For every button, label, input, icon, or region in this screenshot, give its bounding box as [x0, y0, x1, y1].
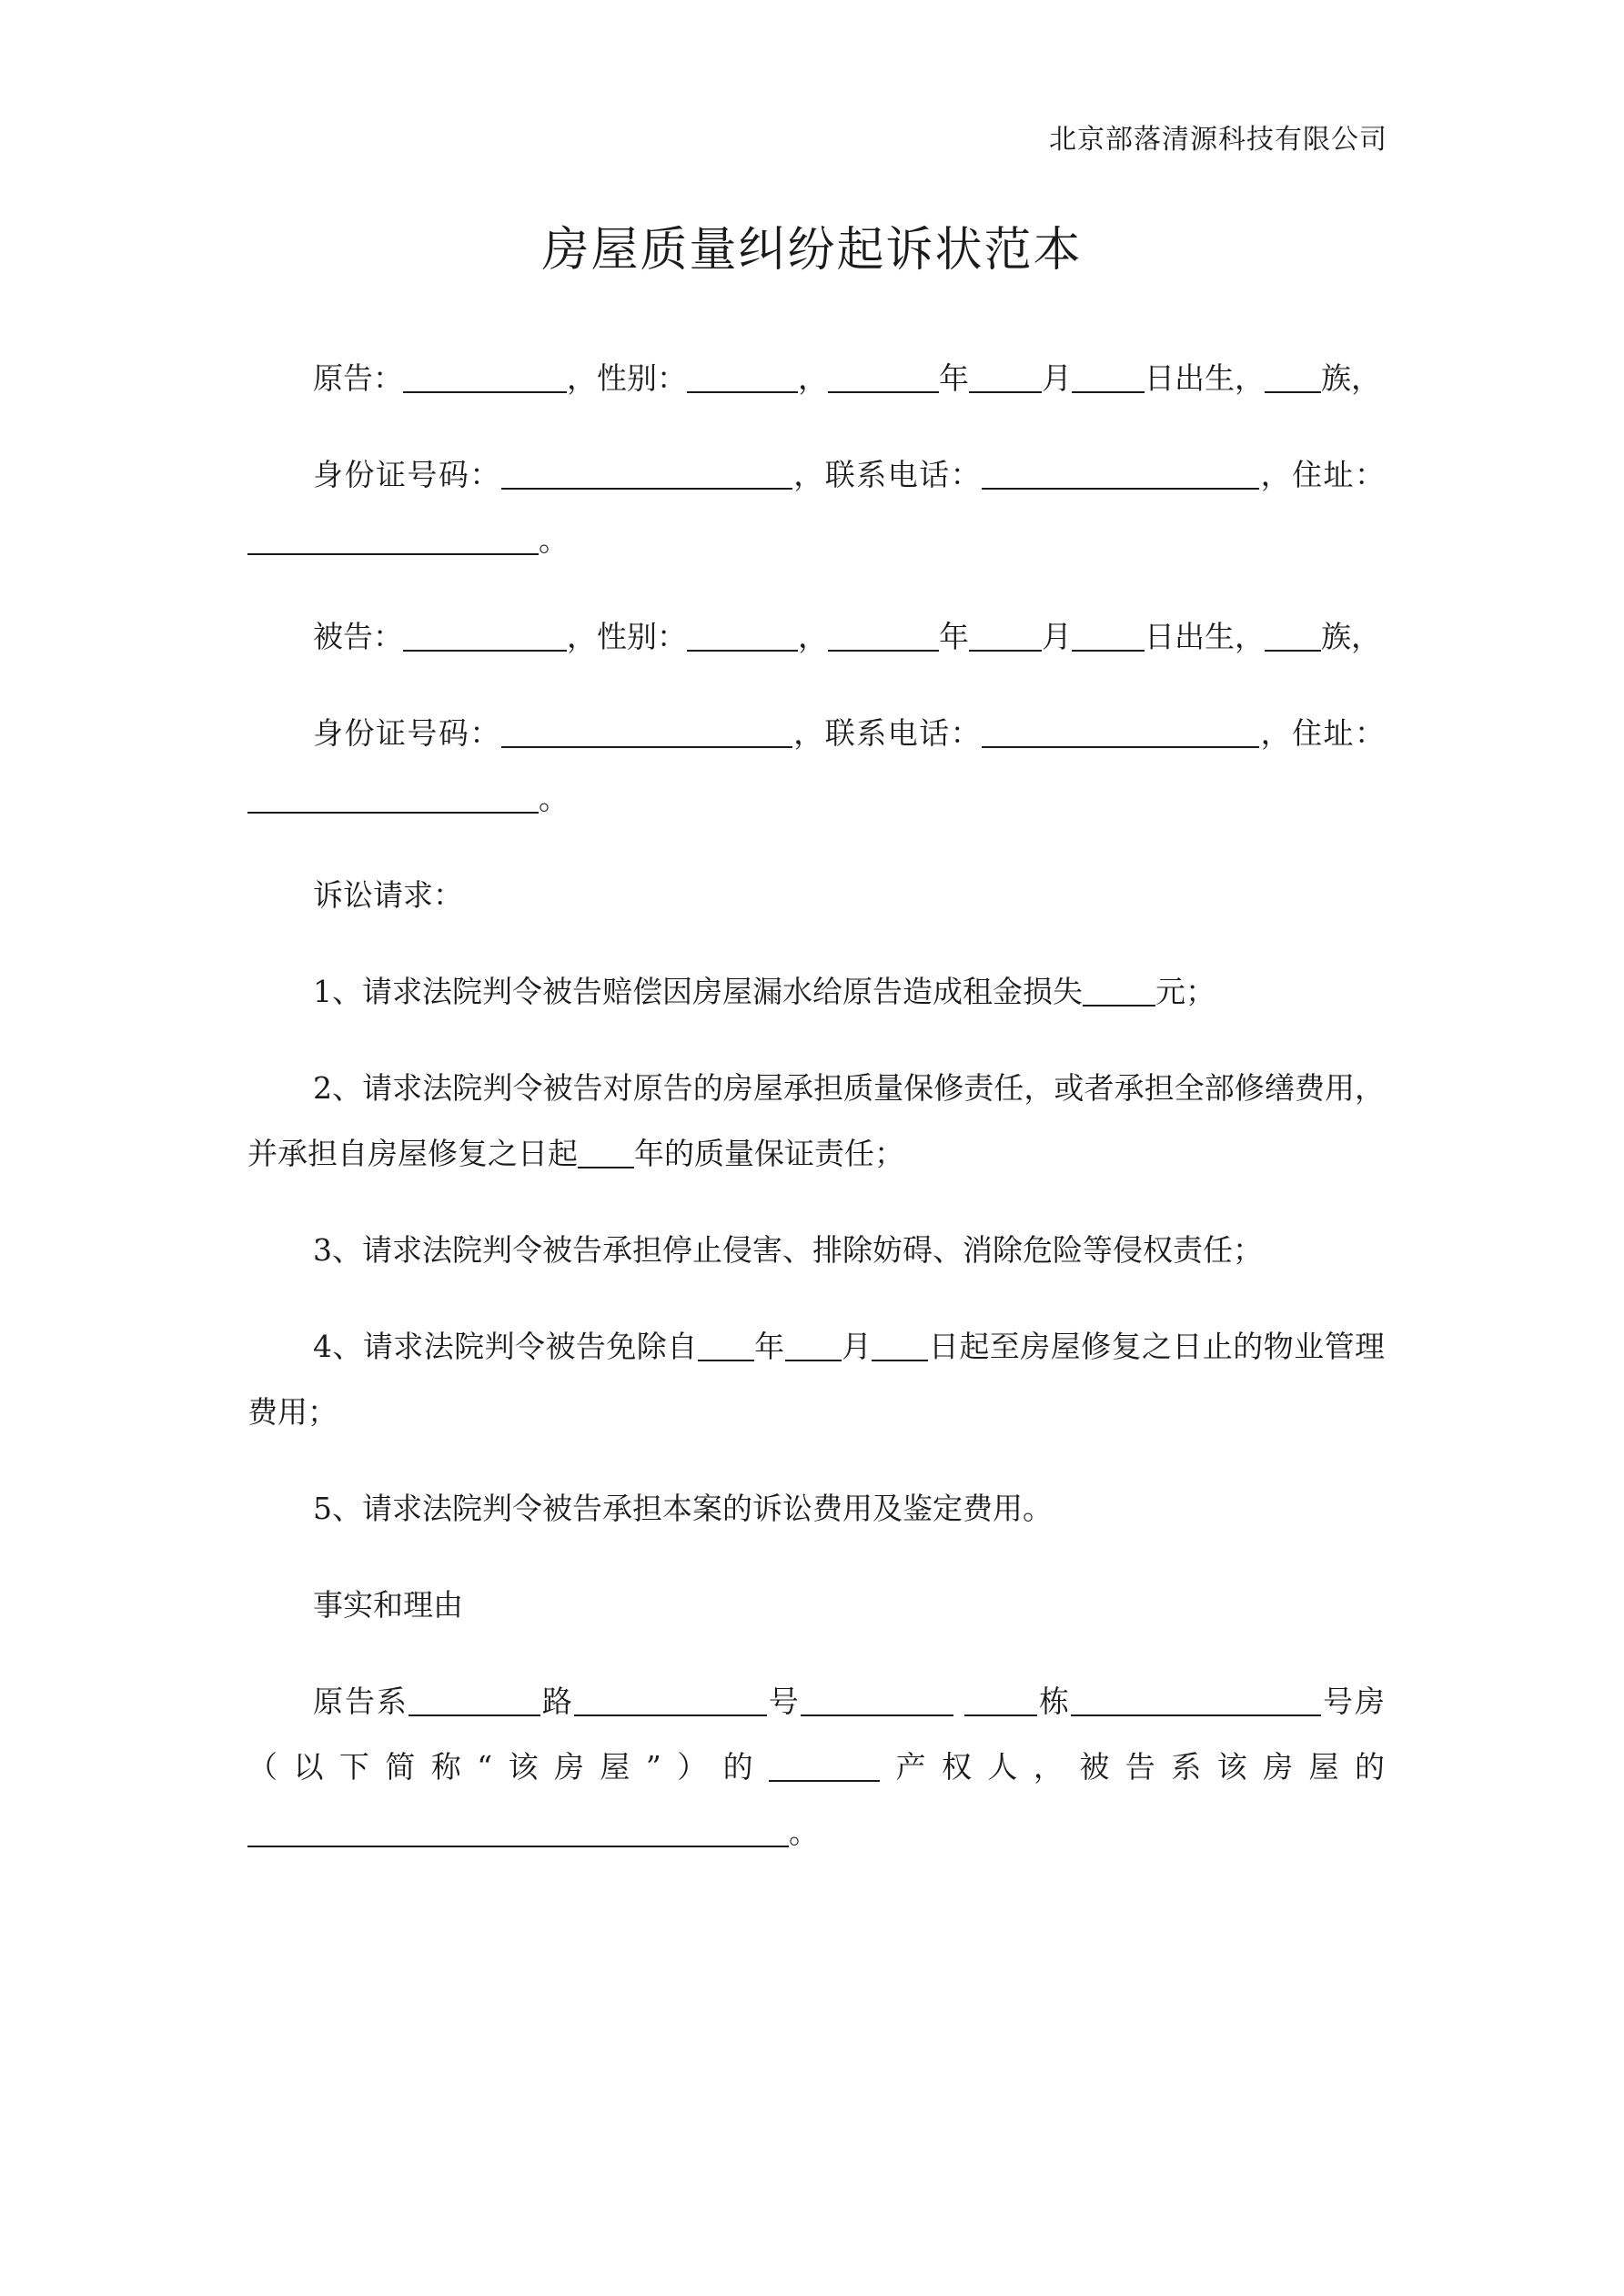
phone-label: ，联系电话： — [792, 457, 983, 492]
claim-1-amount-blank[interactable] — [1083, 975, 1155, 1006]
facts-number-blank[interactable] — [801, 1684, 953, 1716]
owner-label: 产权人，被告系该房屋的 — [880, 1749, 1385, 1785]
separator: ， — [798, 619, 828, 654]
facts-room-blank[interactable] — [1071, 1684, 1321, 1716]
claim-1-unit: 元； — [1155, 974, 1215, 1009]
plaintiff-info — [247, 346, 1385, 411]
defendant-label: 被告： — [313, 619, 403, 654]
claim-2 — [247, 1056, 1385, 1187]
claim-4 — [247, 1314, 1385, 1445]
defendant-gender-blank[interactable] — [687, 620, 798, 652]
year-label: 年 — [753, 1329, 785, 1364]
facts-owner-blank[interactable] — [769, 1750, 880, 1782]
year-label: 年 — [939, 619, 969, 654]
gender-label: ，性别： — [567, 619, 687, 654]
id-label: 身份证号码： — [313, 715, 501, 751]
defendant-ethnicity-blank[interactable] — [1265, 620, 1321, 652]
facts-role-blank[interactable] — [247, 1816, 789, 1847]
plaintiff-day-blank[interactable] — [1072, 361, 1145, 393]
id-label: 身份证号码： — [313, 457, 501, 492]
period: 。 — [539, 522, 569, 558]
defendant-year-blank[interactable] — [828, 620, 939, 652]
claim-4-text: 4、请求法院判令被告免除自 — [313, 1329, 698, 1364]
plaintiff-year-blank[interactable] — [828, 361, 939, 393]
month-label: 月 — [1042, 360, 1072, 396]
document-body — [247, 346, 1385, 1896]
phone-label: ，联系电话： — [792, 715, 983, 751]
defendant-id-blank[interactable] — [501, 716, 792, 748]
plaintiff-ethnicity-blank[interactable] — [1265, 361, 1321, 393]
number-label: 号 — [766, 1684, 801, 1719]
claim-3: 3、请求法院判令被告承担停止侵害、排除妨碍、消除危险等侵权责任； — [313, 1232, 1263, 1268]
defendant-address-blank[interactable] — [247, 782, 539, 814]
claim-5: 5、请求法院判令被告承担本案的诉讼费用及鉴定费用。 — [313, 1491, 1053, 1526]
facts-text-start: 原告系 — [313, 1684, 409, 1719]
year-label: 年 — [939, 360, 969, 396]
claim-4-month-blank[interactable] — [785, 1330, 842, 1361]
address-label-a: ，住 — [1259, 715, 1324, 751]
plaintiff-phone-blank[interactable] — [982, 458, 1259, 490]
facts-heading: 事实和理由 — [313, 1587, 463, 1623]
claim-4-day-blank[interactable] — [872, 1330, 928, 1361]
defendant-day-blank[interactable] — [1072, 620, 1145, 652]
address-label-b: 址： — [1323, 715, 1386, 751]
claim-4-text-end: 日起至房屋修复之日止的物业管理费用； — [247, 1329, 1385, 1430]
claim-1-text: 1、请求法院判令被告赔偿因房屋漏水给原告造成租金损失 — [313, 974, 1083, 1009]
defendant-month-blank[interactable] — [969, 620, 1042, 652]
defendant-id-info — [247, 701, 1385, 832]
building-label: 栋 — [1037, 1684, 1072, 1719]
facts-paragraph — [247, 1669, 1385, 1866]
period: 。 — [539, 781, 569, 816]
defendant-info — [247, 604, 1385, 670]
defendant-name-blank[interactable] — [403, 620, 567, 652]
ethnicity-label: 族， — [1321, 360, 1381, 396]
plaintiff-month-blank[interactable] — [969, 361, 1042, 393]
plaintiff-label: 原告： — [313, 360, 403, 396]
address-label-b: 址： — [1323, 457, 1386, 492]
plaintiff-address-blank[interactable] — [247, 523, 539, 555]
claim-2-text: 2、请求法院判令被告对原告的房屋承担质量保修责任，或者承担全部修缮费用，并承担自房屋修复之日起 — [247, 1070, 1385, 1171]
page-title: 房屋质量纠纷起诉状范本 — [541, 223, 1083, 278]
born-label: 日出生， — [1145, 619, 1265, 654]
month-label: 月 — [1042, 619, 1072, 654]
facts-district-blank[interactable] — [409, 1684, 540, 1716]
claim-2-years-blank[interactable] — [578, 1137, 634, 1168]
claim-2-text-end: 年的质量保证责任； — [634, 1136, 904, 1171]
header-company-name: 北京部落清源科技有限公司 — [1049, 124, 1387, 156]
defendant-phone-blank[interactable] — [982, 716, 1259, 748]
claim-4-year-blank[interactable] — [698, 1330, 754, 1361]
facts-building-blank[interactable] — [964, 1684, 1037, 1716]
claims-heading: 诉讼请求： — [313, 877, 463, 913]
gender-label: ，性别： — [567, 360, 687, 396]
room-label: 号房（以下简称“该房屋”）的 — [247, 1684, 1386, 1785]
claim-1 — [247, 959, 1385, 1025]
plaintiff-gender-blank[interactable] — [687, 361, 798, 393]
plaintiff-id-blank[interactable] — [501, 458, 792, 490]
month-label: 月 — [841, 1329, 873, 1364]
separator: ， — [798, 360, 828, 396]
born-label: 日出生， — [1145, 360, 1265, 396]
period: 。 — [789, 1815, 819, 1850]
address-label-a: ，住 — [1259, 457, 1324, 492]
plaintiff-name-blank[interactable] — [403, 361, 567, 393]
facts-road-blank[interactable] — [574, 1684, 767, 1716]
plaintiff-id-info — [247, 442, 1385, 573]
road-label: 路 — [540, 1684, 574, 1719]
ethnicity-label: 族， — [1321, 619, 1381, 654]
